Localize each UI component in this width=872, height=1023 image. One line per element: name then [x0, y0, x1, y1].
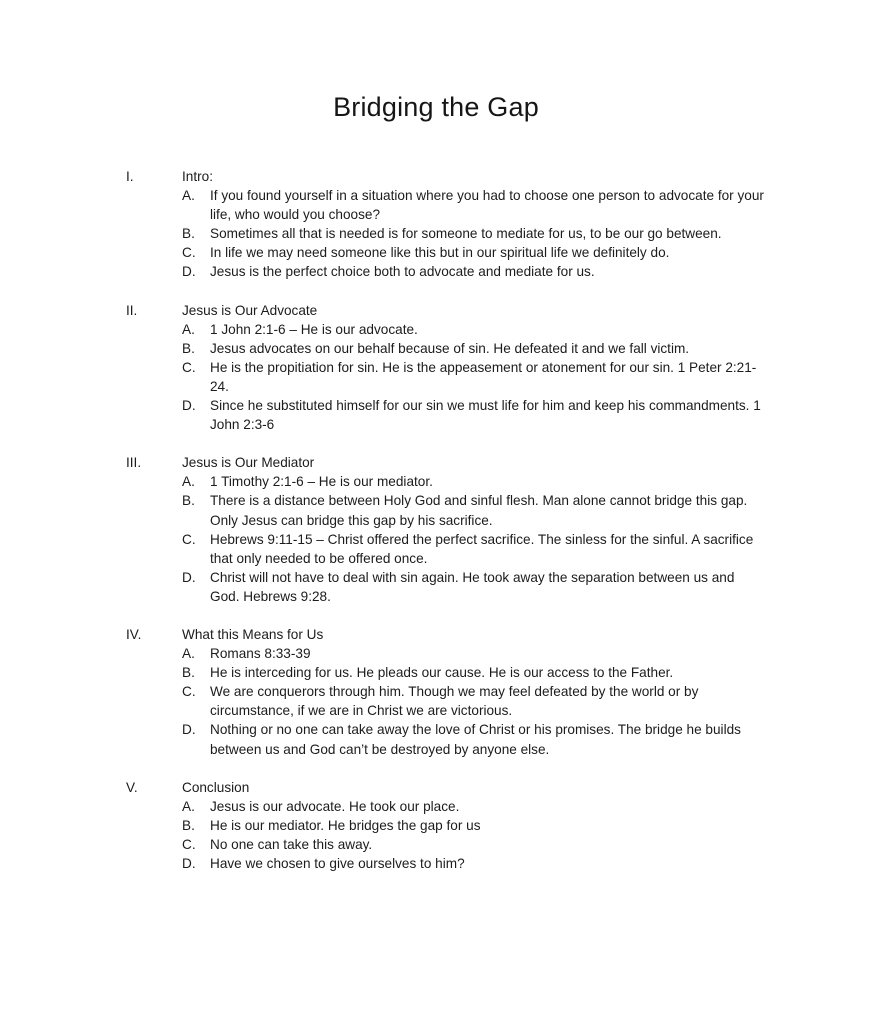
outline-item — [182, 243, 872, 262]
item-text: He is the propitiation for sin. He is the appeasement or atonement for our sin. 1 Peter 2:21-24. — [210, 359, 757, 394]
outline-item — [182, 644, 872, 663]
item-text: There is a distance between Holy God and sinful flesh. Man alone cannot bridge this gap. Only Jesus can bridge this gap by his sacrifice. — [210, 493, 748, 528]
section-numeral: II. — [126, 302, 138, 318]
outline-item — [182, 491, 872, 529]
item-text: Christ will not have to deal with sin again. He took away the separation between us and God. Hebrews 9:28. — [210, 569, 735, 604]
section-body — [182, 778, 872, 873]
section-body — [182, 453, 872, 606]
outline-item — [182, 854, 872, 873]
section-items — [182, 320, 872, 435]
outline-item — [182, 320, 872, 339]
item-letter: C. — [182, 245, 196, 261]
item-text: Jesus advocates on our behalf because of sin. He defeated it and we fall victim. — [210, 340, 690, 356]
item-text: 1 John 2:1-6 – He is our advocate. — [210, 321, 418, 337]
item-letter: B. — [182, 493, 195, 509]
outline-item — [182, 797, 872, 816]
outline-item — [182, 262, 872, 281]
item-letter: D. — [182, 722, 196, 738]
item-text: We are conquerors through him. Though we may feel defeated by the world or by circumstance, if we are in Christ we are victorious. — [210, 684, 699, 719]
item-letter: B. — [182, 817, 195, 833]
item-text: Nothing or no one can take away the love of Christ or his promises. The bridge he builds between us and God can’t be destroyed by anyone else. — [210, 722, 741, 757]
item-letter: B. — [182, 665, 195, 681]
section-numeral: I. — [126, 169, 134, 184]
item-text: Jesus is our advocate. He took our place. — [210, 798, 460, 814]
item-letter: B. — [182, 226, 195, 242]
outline-section — [0, 453, 872, 606]
outline-item — [182, 816, 872, 835]
item-text: Sometimes all that is needed is for someone to mediate for us, to be our go between. — [210, 226, 722, 242]
item-letter: A. — [182, 798, 195, 814]
outline-section — [0, 778, 872, 873]
outline-item — [182, 358, 872, 396]
section-heading: Jesus is Our Mediator — [182, 455, 315, 471]
item-letter: A. — [182, 188, 195, 204]
outline-section — [0, 167, 872, 282]
outline-item — [182, 186, 872, 224]
outline-item — [182, 472, 872, 491]
document-title: Bridging the Gap — [333, 92, 539, 122]
item-text: In life we may need someone like this but in our spiritual life we definitely do. — [210, 245, 670, 261]
section-numeral: V. — [126, 779, 138, 795]
item-letter: A. — [182, 321, 195, 337]
section-body — [182, 301, 872, 435]
item-letter: C. — [182, 836, 196, 852]
section-heading: Jesus is Our Advocate — [182, 302, 318, 318]
section-numeral: IV. — [126, 626, 142, 642]
outline-item — [182, 224, 872, 243]
item-letter: C. — [182, 359, 196, 375]
sermon-outline — [0, 167, 872, 873]
outline-item — [182, 530, 872, 568]
item-text: Jesus is the perfect choice both to advocate and mediate for us. — [210, 264, 595, 280]
section-heading: What this Means for Us — [182, 626, 324, 642]
item-text: 1 Timothy 2:1-6 – He is our mediator. — [210, 474, 433, 490]
outline-item — [182, 720, 872, 758]
item-text: He is our mediator. He bridges the gap for us — [210, 817, 481, 833]
item-letter: B. — [182, 340, 195, 356]
item-text: Romans 8:33-39 — [210, 646, 311, 662]
outline-item — [182, 663, 872, 682]
item-letter: C. — [182, 531, 196, 547]
section-heading: Intro: — [182, 169, 213, 184]
item-letter: D. — [182, 569, 196, 585]
section-items — [182, 797, 872, 873]
item-text: Have we chosen to give ourselves to him? — [210, 856, 465, 871]
item-text: No one can take this away. — [210, 836, 373, 852]
item-letter: D. — [182, 398, 196, 414]
item-text: He is interceding for us. He pleads our cause. He is our access to the Father. — [210, 665, 674, 681]
section-body — [182, 167, 872, 282]
section-items — [182, 644, 872, 759]
item-letter: A. — [182, 474, 195, 490]
item-letter: A. — [182, 646, 195, 662]
outline-item — [182, 396, 872, 434]
outline-section — [0, 625, 872, 759]
item-letter: C. — [182, 684, 196, 700]
section-items — [182, 186, 872, 281]
item-text: Since he substituted himself for our sin we must life for him and keep his commandments. 1 John 2:3-6 — [210, 398, 761, 433]
item-letter: D. — [182, 264, 196, 280]
section-body — [182, 625, 872, 759]
outline-item — [182, 835, 872, 854]
section-heading: Conclusion — [182, 779, 250, 795]
outline-item — [182, 682, 872, 720]
item-text: If you found yourself in a situation where you had to choose one person to advocate for your life, who would you choose? — [210, 188, 764, 223]
item-letter: D. — [182, 856, 196, 871]
section-numeral: III. — [126, 455, 142, 471]
outline-item — [182, 568, 872, 606]
outline-section — [0, 301, 872, 435]
section-items — [182, 472, 872, 606]
outline-item — [182, 339, 872, 358]
item-text: Hebrews 9:11-15 – Christ offered the perfect sacrifice. The sinless for the sinful. A sacrifice that only needed to be offered once. — [210, 531, 754, 566]
